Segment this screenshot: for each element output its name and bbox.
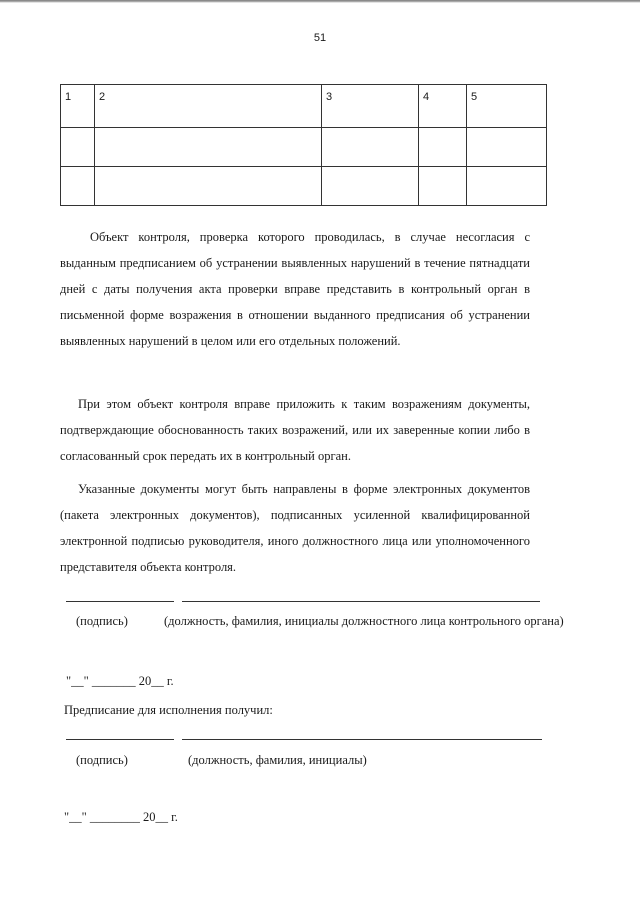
table-cell	[467, 128, 547, 167]
position-label: (должность, фамилия, инициалы)	[188, 753, 367, 767]
position-line	[182, 601, 540, 602]
table-cell	[322, 167, 419, 206]
table-cell	[95, 128, 322, 167]
table-cell	[322, 128, 419, 167]
paragraph-electronic-documents: Указанные документы могут быть направлены в форме электронных документов (пакета электронных документов), подписанных усиленной квалифицированной электронной подписью руководителя, иного должностного лица или уполномоченного представителя объекта контроля.	[60, 482, 530, 574]
table-header-cell: 1	[61, 85, 95, 128]
scan-edge-line	[0, 0, 640, 3]
table-header-cell: 2	[95, 85, 322, 128]
table-cell	[467, 167, 547, 206]
paragraph-objection-right: Объект контроля, проверка которого проводилась, в случае несогласия с выданным предписанием об устранении выявленных нарушений в течение пятнадцати дней с даты получения акта проверки вправе представить в контрольный орган в письменной форме возражения в отношении выданного предписания об устранении выявленных нарушений в целом или его отдельных положений.	[60, 230, 530, 348]
table-header-cell: 5	[467, 85, 547, 128]
table-cell	[95, 167, 322, 206]
table-header-cell: 3	[322, 85, 419, 128]
date-line: "__" _______ 20__ г.	[66, 674, 174, 688]
position-label: (должность, фамилия, инициалы должностного лица контрольного органа)	[164, 614, 564, 628]
table-cell	[61, 167, 95, 206]
position-line	[182, 739, 542, 740]
signature-line	[66, 601, 174, 602]
date-line: "__" ________ 20__ г.	[64, 810, 178, 824]
paragraph-attach-documents: При этом объект контроля вправе приложить к таким возражениям документы, подтверждающие обоснованность таких возражений, или их заверенные копии либо в согласованный срок передать их в контрольный орган.	[60, 397, 530, 463]
table-cell	[61, 128, 95, 167]
signature-label: (подпись)	[76, 614, 128, 628]
received-label: Предписание для исполнения получил:	[64, 703, 273, 717]
table-header-cell: 4	[419, 85, 467, 128]
table-cell	[419, 167, 467, 206]
table-header-row	[61, 85, 547, 128]
table-row	[61, 128, 547, 167]
table-cell	[419, 128, 467, 167]
page-number: 51	[313, 32, 327, 44]
signature-line	[66, 739, 174, 740]
data-table	[60, 84, 547, 206]
table-row	[61, 167, 547, 206]
signature-label: (подпись)	[76, 753, 128, 767]
